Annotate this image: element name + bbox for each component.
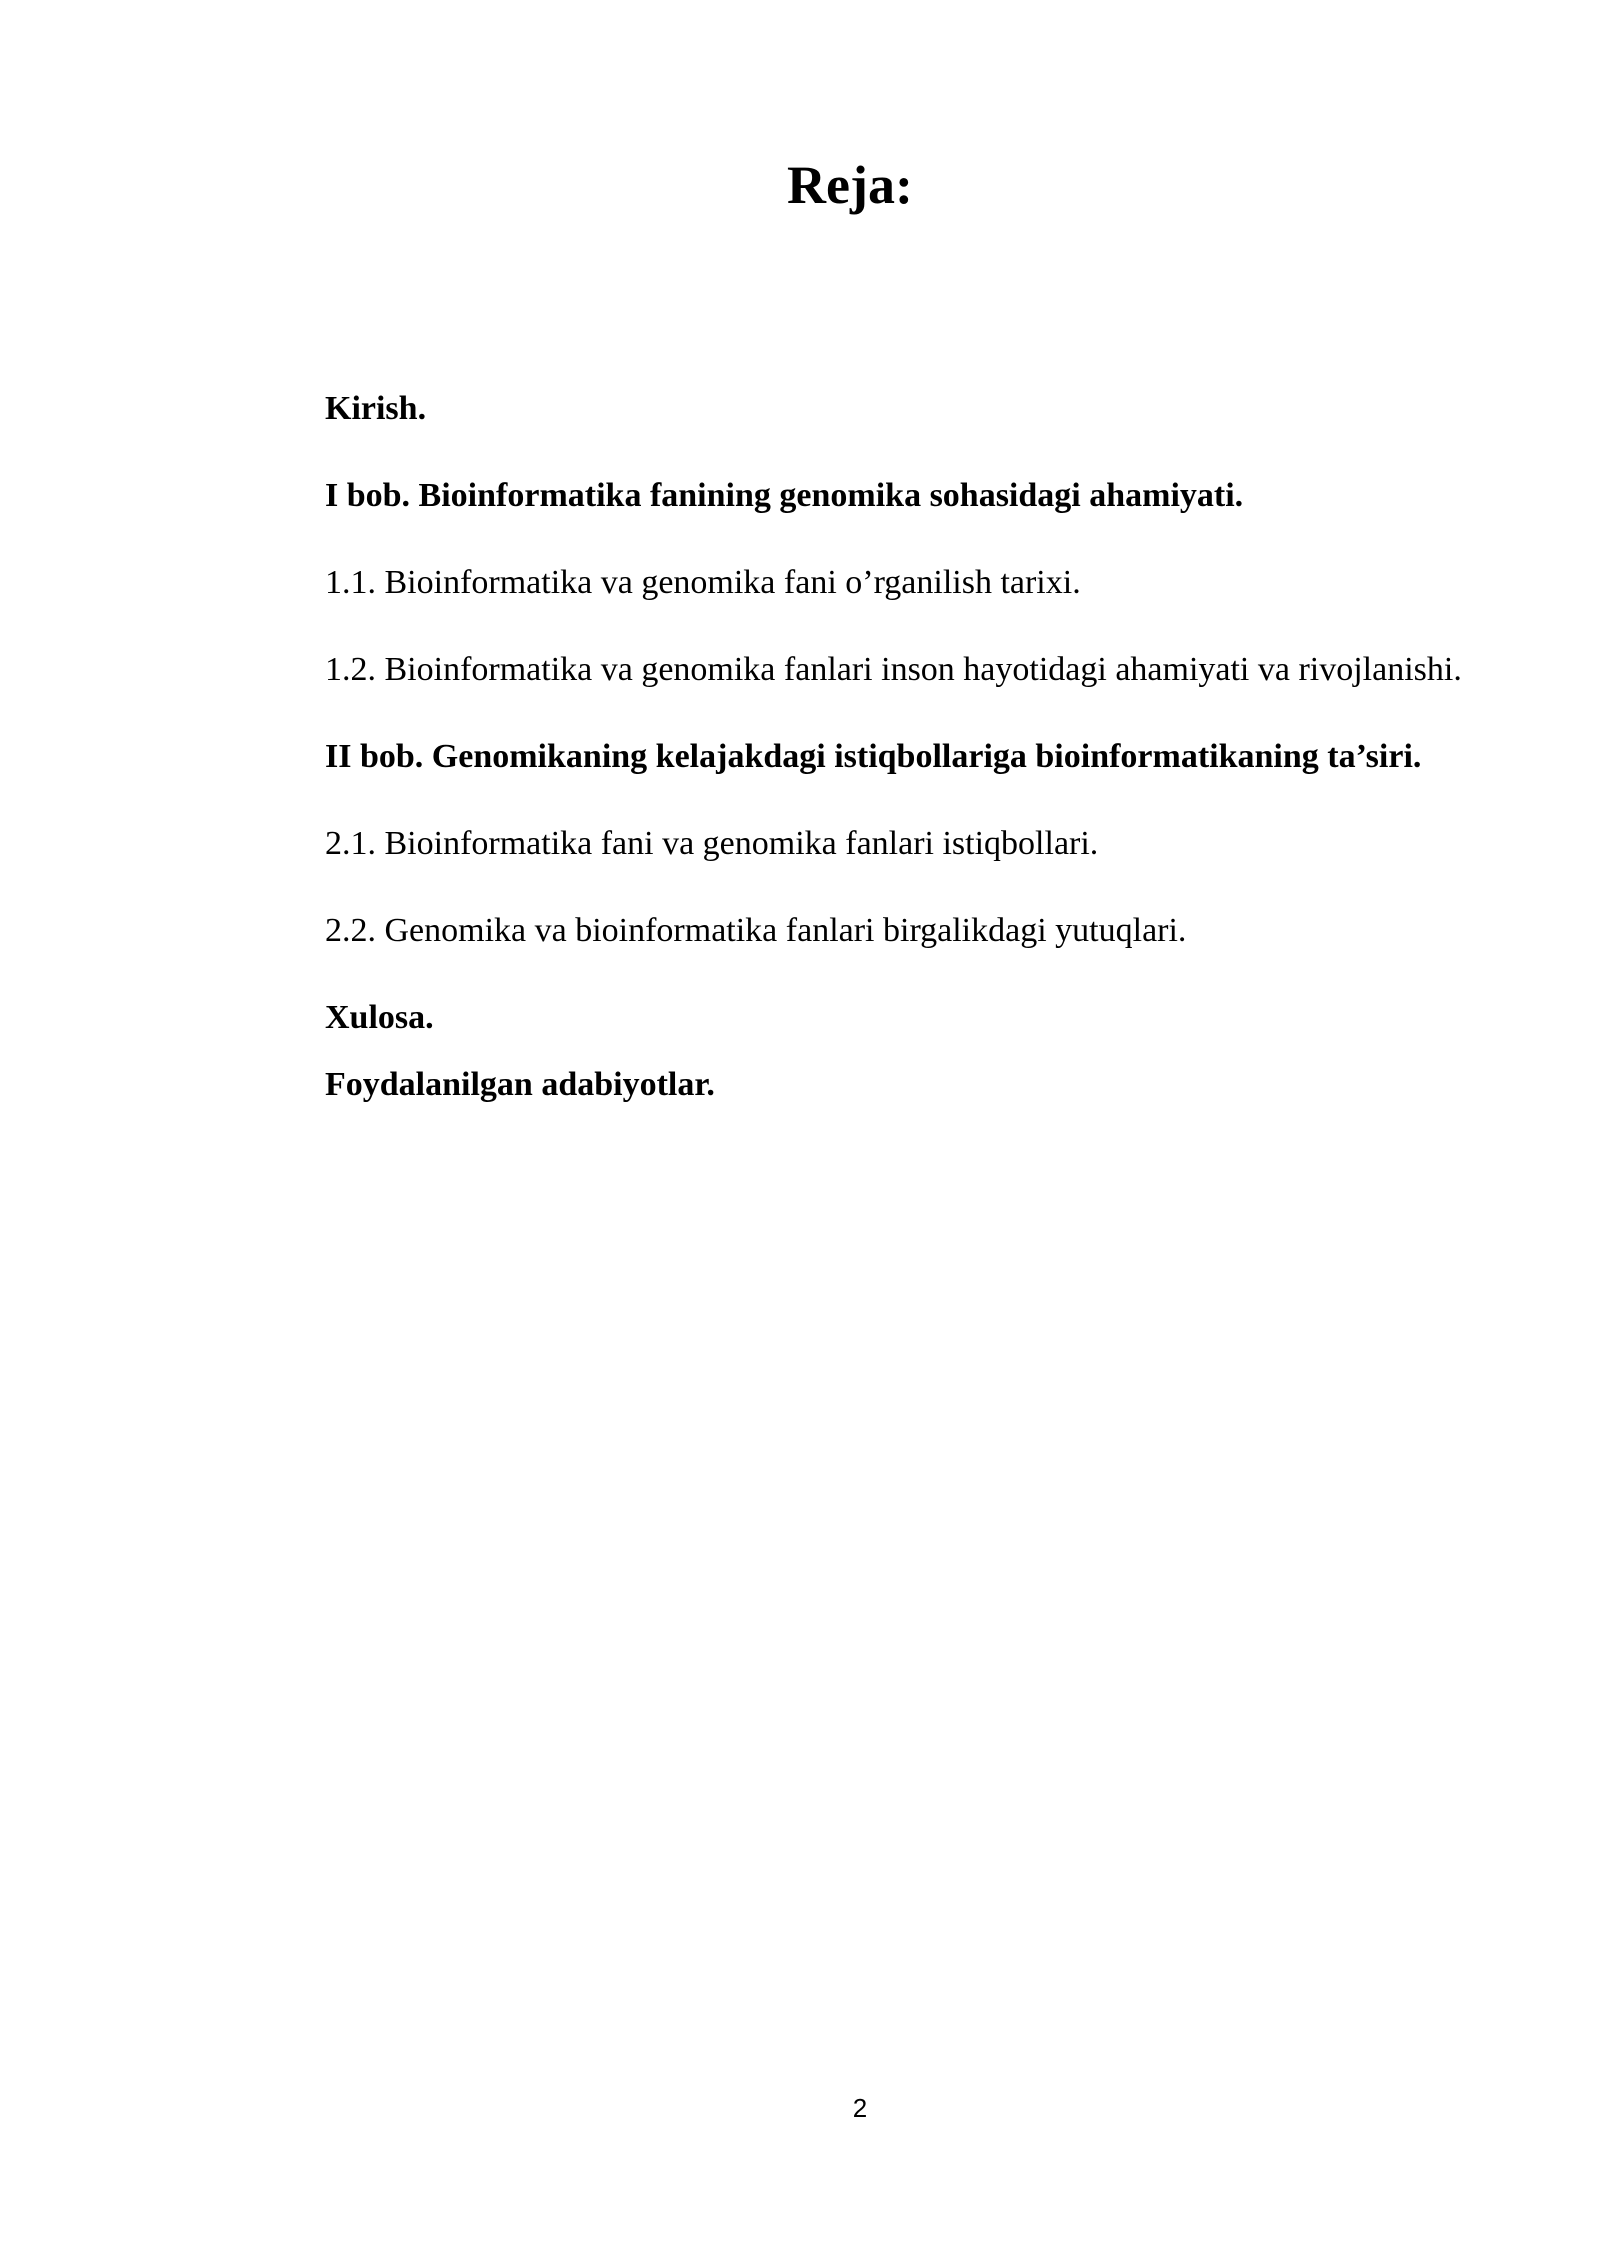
toc-entry-section-2-2: 2.2. Genomika va bioinformatika fanlari birgalikdagi yutuqlari. bbox=[325, 912, 1187, 949]
toc-entry-references: Foydalanilgan adabiyotlar. bbox=[325, 1066, 715, 1103]
toc-entry-section-1-1: 1.1. Bioinformatika va genomika fani o’rganilish tarixi. bbox=[325, 564, 1081, 601]
toc-entry-chapter-2: II bob. Genomikaning kelajakdagi istiqbollariga bioinformatikaning ta’siri. bbox=[325, 738, 1422, 775]
page-number: 2 bbox=[852, 2093, 868, 2123]
toc-entry-section-1-2: 1.2. Bioinformatika va genomika fanlari inson hayotidagi ahamiyati va rivojlanishi. bbox=[325, 651, 1462, 688]
table-of-contents bbox=[230, 376, 1487, 1117]
toc-entry-section-2-1: 2.1. Bioinformatika fani va genomika fanlari istiqbollari. bbox=[325, 825, 1099, 862]
toc-entry-conclusion: Xulosa. bbox=[325, 999, 434, 1036]
toc-entry-introduction: Kirish. bbox=[325, 390, 427, 427]
toc-entry-chapter-1: I bob. Bioinformatika fanining genomika sohasidagi ahamiyati. bbox=[325, 477, 1244, 514]
page-title: Reja: bbox=[787, 155, 913, 215]
